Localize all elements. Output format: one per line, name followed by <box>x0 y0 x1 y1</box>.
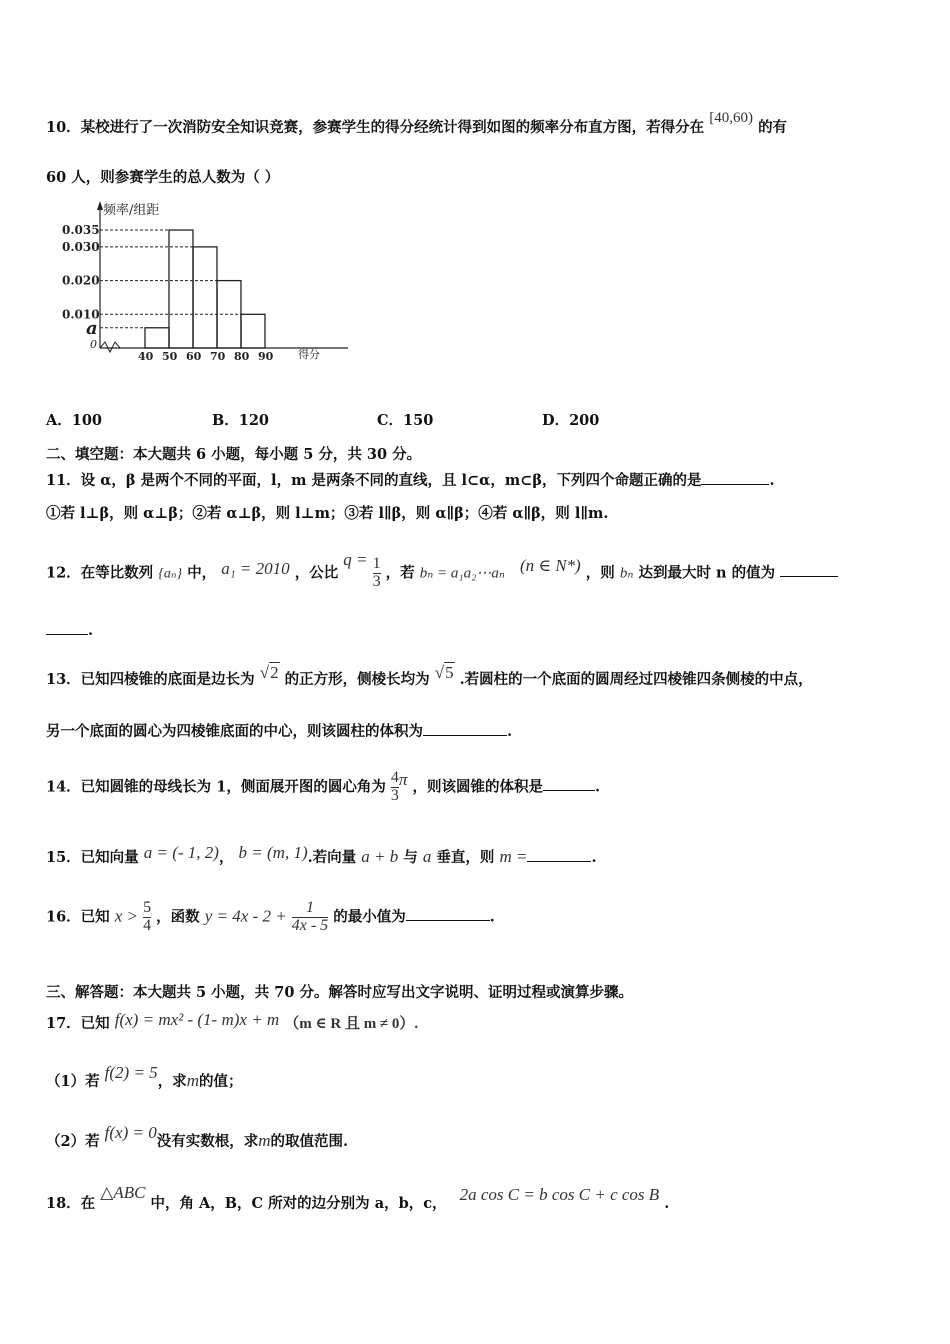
q14-answer-blank <box>543 776 595 791</box>
q12-text-d: ，若 <box>385 564 415 582</box>
q12-q-numerator: 1 <box>372 555 381 572</box>
histogram-bar <box>169 230 193 348</box>
option-b: B．120 <box>212 412 270 429</box>
q14-pi: π <box>398 770 408 790</box>
q12-text-c: ，公比 <box>294 564 339 582</box>
y-axis-label: 频率/组距 <box>103 203 160 218</box>
q17-text-a: 17．已知 <box>46 1015 110 1032</box>
q18-line <box>46 1183 670 1213</box>
q14-text-a: 14．已知圆锥的母线长为 1，侧面展开图的圆心角为 <box>46 778 386 796</box>
q15-answer-blank <box>527 847 591 862</box>
q18-text-b: 中，角 A，B，C 所对的边分别为 a，b，c， <box>150 1195 447 1212</box>
q16-function-numerator: 1 <box>305 899 314 916</box>
q14-text-b: ，则该圆锥的体积是 <box>412 778 543 796</box>
q12-text-a: 12．在等比数列 <box>46 564 154 582</box>
q13-answer-blank <box>423 721 507 736</box>
y-tick-label: 0.020 <box>62 273 100 288</box>
q14-fraction <box>391 770 399 805</box>
q13-text-c: .若圆柱的一个底面的圆周经过四棱锥四条侧棱的中点， <box>459 671 813 688</box>
q10-line1 <box>46 110 788 137</box>
q13-sqrt-2: √2 <box>259 663 279 682</box>
q18-text-a: 18．在 <box>46 1195 96 1212</box>
q12-bn: bₙ <box>619 565 634 582</box>
x-tick-label: 40 <box>138 350 154 363</box>
q11-line1 <box>46 469 775 490</box>
q15-text-a: 15．已知向量 <box>46 849 139 866</box>
y-tick-label: 0.010 <box>62 307 100 322</box>
q17-part2-text-c: 的取值范围. <box>270 1133 349 1150</box>
q15-end: . <box>591 849 597 866</box>
q16-end: . <box>489 908 495 926</box>
q17-part2-text-a: （2）若 <box>46 1133 100 1150</box>
q17-part1-text-b: ，求 <box>157 1073 187 1090</box>
q10-interval: [40,60) <box>709 110 753 126</box>
q15-m: m = <box>499 847 528 866</box>
q16-answer-blank <box>406 906 490 921</box>
q13-line2 <box>46 720 512 741</box>
q14-line <box>46 770 600 805</box>
q11-propositions: ①若 l⊥β，则 α⊥β；②若 α⊥β，则 l⊥m；③若 l∥β，则 α∥β；④若 α∥β，则 l∥m. <box>46 505 609 522</box>
q12-end: . <box>88 622 94 639</box>
x-tick-label: 80 <box>234 350 250 363</box>
q18-equation: 2a cos C = b cos C + c cos B <box>459 1185 660 1204</box>
option-a: A．100 <box>46 412 103 429</box>
histogram-bar <box>193 247 217 348</box>
q12-a1: a₁ = 2010 <box>221 559 290 579</box>
q15-line <box>46 843 597 867</box>
q16-condition: x > <box>114 906 139 926</box>
q17-part2 <box>46 1123 349 1151</box>
q12-text-e: ，则 <box>585 564 615 582</box>
x-axis-label: 得分 <box>298 348 320 361</box>
histogram-bar <box>145 328 169 348</box>
q12-n-set: (n ∈ N*) <box>519 556 581 576</box>
q17-part1-text-a: （1）若 <box>46 1073 100 1090</box>
q13-radicand-2: 2 <box>270 663 279 682</box>
q10-line2: 60 人，则参赛学生的总人数为（ ） <box>46 169 280 186</box>
q14-denominator: 3 <box>390 786 399 804</box>
q12-q: q = <box>343 550 368 570</box>
q17-function: f(x) = mx² - (1- m)x + m <box>114 1010 280 1029</box>
q18-end: . <box>664 1195 670 1212</box>
q17-part1-condition: f(2) = 5 <box>104 1063 158 1082</box>
q12-text-f: 达到最大时 n 的值为 <box>638 564 776 582</box>
q17-part1 <box>46 1063 243 1091</box>
q14-end: . <box>594 778 601 796</box>
q16-condition-denominator: 4 <box>143 916 152 934</box>
q12-line2 <box>46 620 93 639</box>
q12-q-denominator: 3 <box>372 572 381 590</box>
q16-condition-fraction <box>143 900 151 935</box>
q13-text-b: 的正方形，侧棱长均为 <box>284 671 430 688</box>
frequency-histogram <box>62 198 370 368</box>
q13-radicand-5: 5 <box>445 663 454 682</box>
q15-text-c: .若向量 <box>307 849 357 866</box>
q13-sqrt-5: √5 <box>434 663 454 682</box>
q17-part2-text-b: 没有实数根，求 <box>156 1133 259 1150</box>
q15-text-e: 垂直，则 <box>436 849 495 866</box>
q12-line <box>46 550 838 591</box>
q12-answer-blank-cont <box>46 620 88 635</box>
q17-line <box>46 1012 418 1033</box>
x-tick-label: 60 <box>186 350 202 363</box>
section2-heading: 二、填空题：本大题共 6 小题，每小题 5 分，共 30 分。 <box>46 446 422 463</box>
q15-text-b: ， <box>218 849 234 866</box>
q18-triangle: △ABC <box>100 1183 146 1202</box>
q17-part1-m: m <box>186 1071 199 1090</box>
q13-text-d: 另一个底面的圆心为四棱锥底面的中心，则该圆柱的体积为 <box>46 723 423 740</box>
q17-part2-condition: f(x) = 0 <box>104 1123 157 1142</box>
y-tick-label: a <box>86 317 98 339</box>
q16-condition-numerator: 5 <box>143 899 152 916</box>
q11-end: . <box>769 472 775 489</box>
x-tick-label: 90 <box>258 350 274 363</box>
q15-text-d: 与 <box>403 849 418 866</box>
q13-text-a: 13．已知四棱锥的底面是边长为 <box>46 671 255 688</box>
q11-text: 11．设 α，β 是两个不同的平面，l，m 是两条不同的直线，且 l⊂α，m⊂β，下列四个命题正确的是 <box>46 472 702 489</box>
q17-condition: （m ∈ R 且 m ≠ 0）. <box>284 1016 419 1032</box>
x-tick-label: 50 <box>162 350 178 363</box>
axis-break <box>100 342 120 352</box>
q10-text-b: 的有 <box>758 119 788 136</box>
section3-heading: 三、解答题：本大题共 5 小题，共 70 分。解答时应写出文字说明、证明过程或演算步骤。 <box>46 984 633 1001</box>
q13-line1 <box>46 663 813 689</box>
q12-sequence: {aₙ} <box>158 566 183 582</box>
histogram-bar <box>241 314 265 348</box>
q15-vector-b: b = (m, 1) <box>238 843 308 862</box>
q12-q-fraction <box>373 556 381 591</box>
q12-text-b: 中， <box>187 564 217 582</box>
q17-part2-m: m <box>258 1131 271 1150</box>
q14-numerator: 4 <box>390 769 399 786</box>
q12-bn-product: bₙ = a₁a₂⋯aₙ <box>419 565 505 582</box>
q12-answer-blank <box>780 562 838 577</box>
q16-text-c: 的最小值为 <box>333 908 406 926</box>
q15-vector-sum: a + b <box>361 847 399 866</box>
option-c: C．150 <box>377 412 434 429</box>
q11-answer-blank <box>701 470 769 485</box>
y-tick-label: 0.035 <box>62 223 100 238</box>
q10-text-a: 10．某校进行了一次消防安全知识竞赛，参赛学生的得分经统计得到如图的频率分布直方图，若得分在 <box>46 119 705 136</box>
q17-part1-text-c: 的值； <box>198 1073 243 1090</box>
y-tick-label: 0.030 <box>62 239 100 254</box>
q13-end: . <box>507 723 513 740</box>
q15-vector-a: a = (- 1, 2) <box>143 843 219 862</box>
origin-label: 0 <box>90 338 97 351</box>
q16-line <box>46 900 495 935</box>
q16-function: y = 4x - 2 + <box>204 906 287 926</box>
option-d: D．200 <box>542 412 600 429</box>
x-tick-label: 70 <box>210 350 226 363</box>
q16-text-b: ，函数 <box>156 908 200 926</box>
q15-vector-a-ref: a <box>422 847 432 866</box>
q16-function-fraction <box>292 900 328 935</box>
q16-function-denominator: 4x - 5 <box>291 916 329 934</box>
q16-text-a: 16．已知 <box>46 908 110 926</box>
